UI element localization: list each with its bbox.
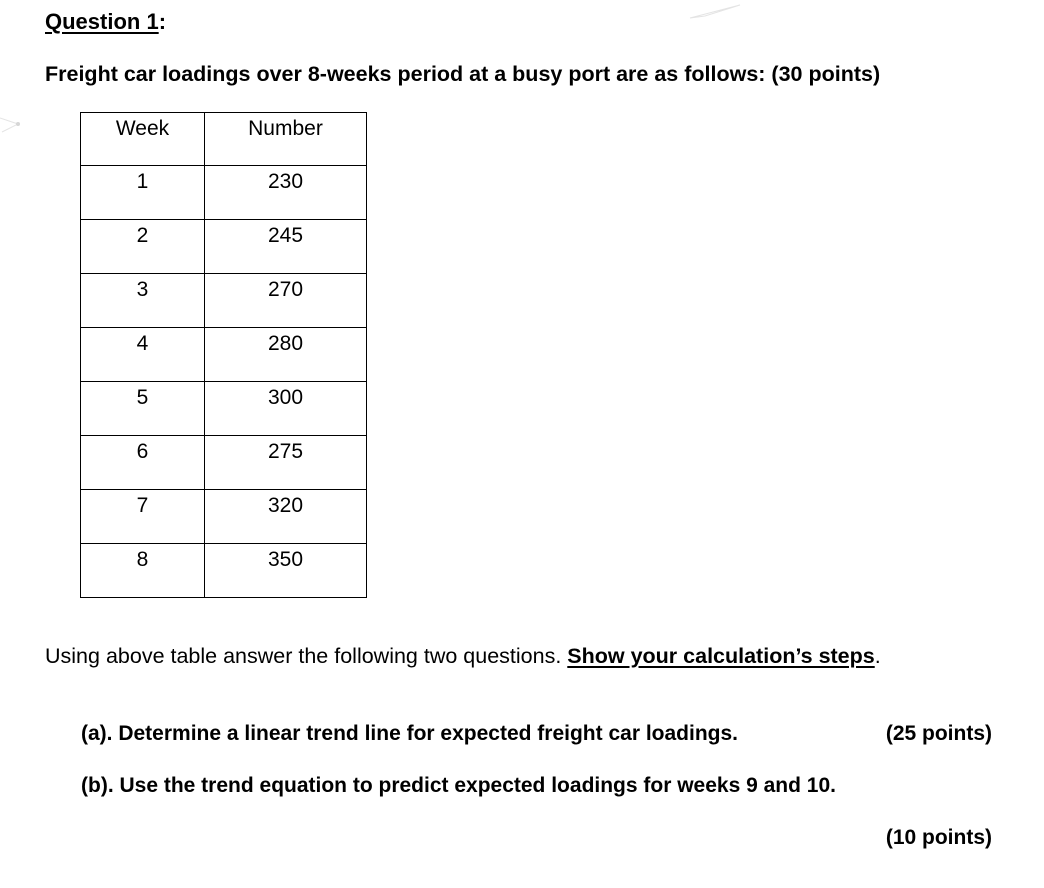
week-cell: 8 bbox=[81, 544, 205, 598]
header-number: Number bbox=[205, 113, 367, 166]
table-row bbox=[81, 220, 367, 274]
table-header-row bbox=[81, 113, 367, 166]
number-cell: 270 bbox=[205, 274, 367, 328]
table-row bbox=[81, 382, 367, 436]
part-a-text: (a). Determine a linear trend line for expected freight car loadings. bbox=[81, 722, 738, 745]
week-cell: 7 bbox=[81, 490, 205, 544]
question-intro: Freight car loadings over 8-weeks period at a busy port are as follows: (30 points) bbox=[45, 62, 881, 86]
question-heading bbox=[45, 9, 166, 35]
week-cell: 1 bbox=[81, 166, 205, 220]
table-row bbox=[81, 166, 367, 220]
number-cell: 245 bbox=[205, 220, 367, 274]
instruction-period: . bbox=[874, 644, 881, 668]
week-cell: 4 bbox=[81, 328, 205, 382]
week-cell: 6 bbox=[81, 436, 205, 490]
week-cell: 2 bbox=[81, 220, 205, 274]
number-cell: 280 bbox=[205, 328, 367, 382]
part-b-points: (10 points) bbox=[885, 826, 992, 849]
header-week: Week bbox=[81, 113, 205, 166]
freight-loadings-table bbox=[80, 112, 367, 598]
instruction-lead: Using above table answer the following two questions. bbox=[45, 644, 568, 668]
part-a-points: (25 points) bbox=[885, 722, 992, 745]
part-b-text: (b). Use the trend equation to predict expected loadings for weeks 9 and 10. bbox=[81, 774, 836, 797]
table-row bbox=[81, 544, 367, 598]
number-cell: 350 bbox=[205, 544, 367, 598]
number-cell: 275 bbox=[205, 436, 367, 490]
number-cell: 230 bbox=[205, 166, 367, 220]
question-colon: : bbox=[158, 9, 167, 34]
table-row bbox=[81, 436, 367, 490]
table-row bbox=[81, 274, 367, 328]
number-cell: 300 bbox=[205, 382, 367, 436]
instruction-emphasis: Show your calculation’s steps bbox=[567, 644, 875, 668]
table-row bbox=[81, 490, 367, 544]
number-cell: 320 bbox=[205, 490, 367, 544]
instruction-text bbox=[45, 643, 881, 669]
week-cell: 5 bbox=[81, 382, 205, 436]
week-cell: 3 bbox=[81, 274, 205, 328]
question-label: Question 1 bbox=[45, 9, 159, 34]
table-row bbox=[81, 328, 367, 382]
